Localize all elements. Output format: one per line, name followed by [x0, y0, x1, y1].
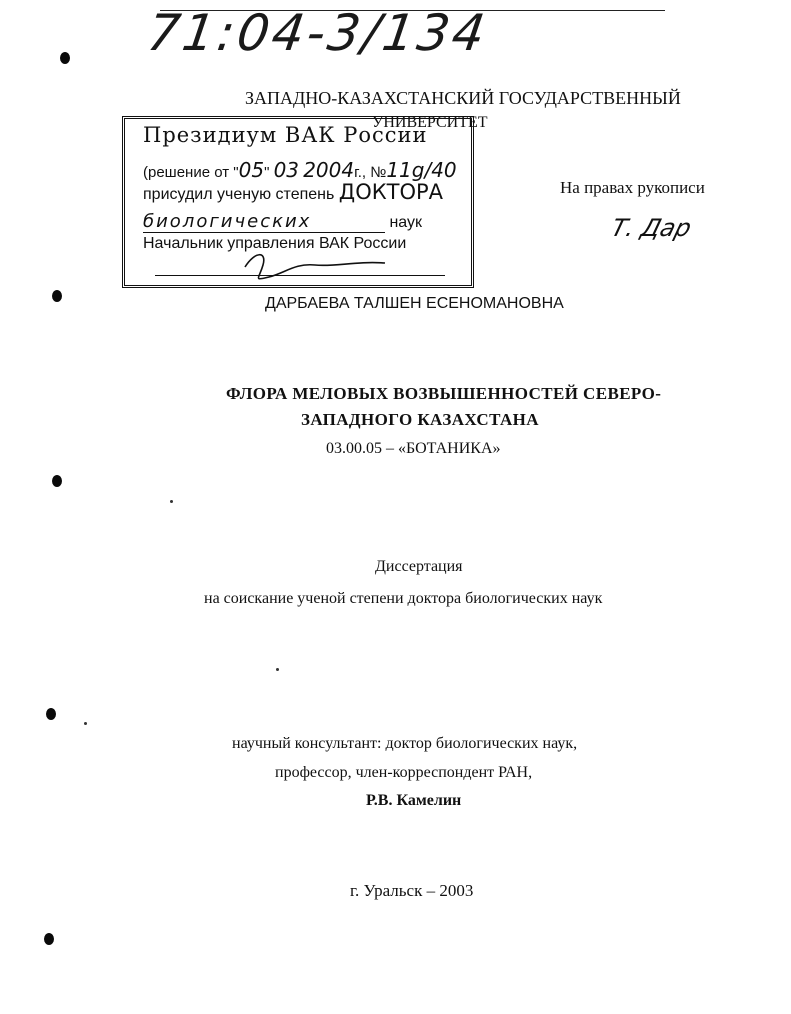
dissertation-title-line2: ЗАПАДНОГО КАЗАХСТАНА: [301, 410, 539, 429]
stamp-decision: [143, 158, 457, 182]
city-year: г. Уральск – 2003: [350, 881, 474, 900]
dissertation-label: Диссертация: [375, 558, 463, 575]
degree-prefix: присудил ученую степень: [143, 186, 335, 203]
punch-hole-5: [44, 933, 54, 945]
scan-speck: [84, 722, 87, 725]
consultant-name: Р.В. Камелин: [366, 792, 462, 809]
punch-hole-1: [60, 52, 70, 64]
university-name-line2: УНИВЕРСИТЕТ: [372, 114, 488, 131]
scan-speck: [170, 500, 173, 503]
vak-stamp: [122, 116, 474, 288]
specialty-code: 03.00.05 – «БОТАНИКА»: [326, 440, 501, 457]
punch-hole-2: [52, 290, 62, 302]
stamp-signature-scribble: [235, 247, 395, 287]
decision-month: 03: [273, 158, 300, 182]
dissertation-title-line1: ФЛОРА МЕЛОВЫХ ВОЗВЫШЕННОСТЕЙ СЕВЕРО-: [226, 384, 662, 403]
consultant-line2: профессор, член-корреспондент РАН,: [275, 764, 533, 781]
archive-number: 71:04-3/134: [143, 4, 492, 62]
dissertation-purpose: на соискание ученой степени доктора биологических наук: [204, 590, 603, 607]
field-suffix: наук: [389, 214, 423, 231]
scan-speck: [276, 668, 279, 671]
decision-prefix: (решение от ": [143, 164, 239, 181]
author-name: ДАРБАЕВА ТАЛШЕН ЕСЕНОМАНОВНА: [265, 295, 564, 312]
stamp-title: Президиум ВАК России: [143, 123, 428, 147]
stamp-degree: [143, 180, 443, 204]
author-signature: Т. Дар: [608, 214, 695, 242]
university-name: ЗАПАДНО-КАЗАХСТАНСКИЙ ГОСУДАРСТВЕННЫЙ: [245, 88, 681, 108]
stamp-head: Начальник управления ВАК России: [143, 235, 407, 252]
consultant-line1: научный консультант: доктор биологических наук,: [232, 735, 578, 752]
decision-day: 05: [238, 158, 265, 182]
manuscript-note: На правах рукописи: [560, 178, 705, 197]
field-handwritten: биологических: [143, 211, 385, 233]
decision-number: 11g/40: [386, 158, 457, 182]
decision-year: 2004: [303, 158, 355, 182]
decision-suffix: г., №: [354, 164, 387, 181]
stamp-field: [143, 211, 422, 233]
punch-hole-3: [52, 475, 62, 487]
degree-word: ДОКТОРА: [338, 180, 444, 204]
punch-hole-4: [46, 708, 56, 720]
decision-quote: ": [264, 164, 270, 181]
